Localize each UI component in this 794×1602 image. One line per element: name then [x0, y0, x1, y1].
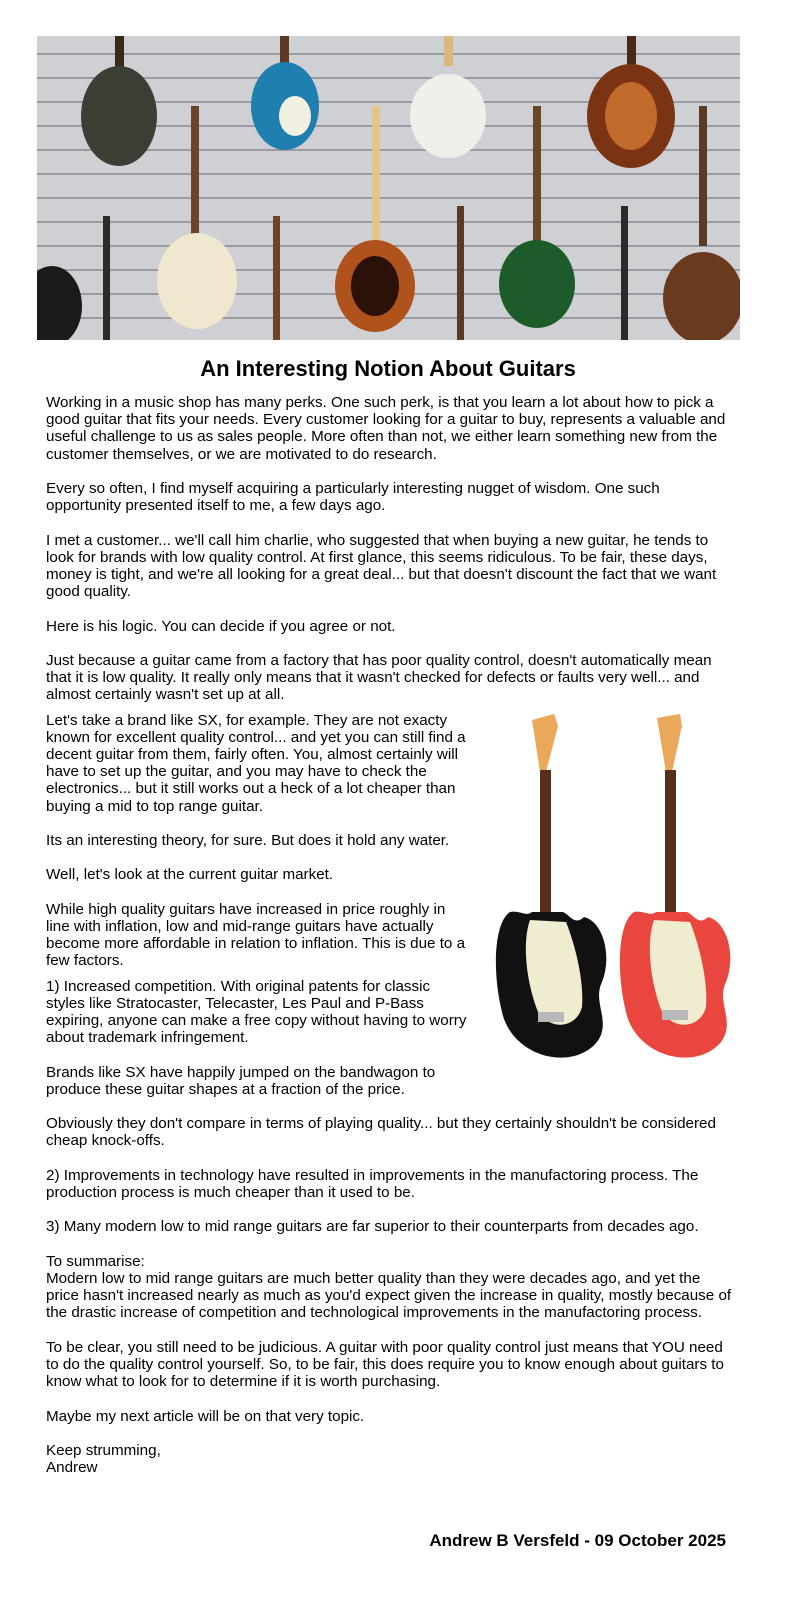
paragraph: To summarise: Modern low to mid range guitars are much better quality than they were decades ago, and yet the price hasn't increased nearly as much as you'd expect given the increase in quality, mostly because of the drastic increase of competition and technological improvements in the manufactoring process.: [46, 1252, 732, 1322]
paragraph: Here is his logic. You can decide if you agree or not.: [46, 617, 396, 635]
article-title: An Interesting Notion About Guitars: [200, 356, 576, 381]
paragraph: I met a customer... we'll call him charlie, who suggested that when buying a new guitar, he tends to look for brands with low quality control. At first glance, this seems ridiculous. To be fair, these days, money is tight, and we're all looking for a great deal... but that doesn't discount the fact that we want good quality.: [46, 531, 717, 601]
side-image-two-guitars: [492, 712, 742, 1072]
paragraph: Just because a guitar came from a factory that has poor quality control, doesn't automatically mean that it is low quality. It really only means that it wasn't checked for defects or faults very well... and almost certainly wasn't set up at all.: [46, 651, 712, 704]
paragraph: Working in a music shop has many perks. One such perk, is that you learn a lot about how to pick a good guitar that fits your needs. Every customer looking for a guitar to buy, represents a valuable and useful challenge to us as sales people. More often than not, we either learn something new from the customer themselves, or we are motivated to do research.: [46, 394, 726, 463]
paragraph: 3) Many modern low to mid range guitars are far superior to their counterparts from decades ago.: [46, 1218, 699, 1236]
paragraph: To be clear, you still need to be judicious. A guitar with poor quality control just means that YOU need to do the quality control yourself. So, to be fair, this does require you to know enough about guitars to know what to look for to determine if it is worth purchasing.: [46, 1338, 724, 1391]
paragraph: Let's take a brand like SX, for example. They are not exacty known for excellent quality control... and yet you can still find a decent guitar from them, fairly often. You, almost certainly will have to set up the guitar, and you may have to check the electronics... but it still works out a heck of a lot cheaper than buying a mid to top range guitar.: [46, 711, 466, 815]
paragraph: Every so often, I find myself acquiring a particularly interesting nugget of wisdom. One such opportunity presented itself to me, a few days ago.: [46, 480, 660, 515]
paragraph: Maybe my next article will be on that very topic.: [46, 1407, 365, 1425]
sign-off: Keep strumming, Andrew: [46, 1441, 161, 1477]
article-body: [46, 394, 736, 1494]
paragraph: Its an interesting theory, for sure. But does it hold any water.: [46, 832, 450, 849]
paragraph: While high quality guitars have increased in price roughly in line with inflation, low and mid-range guitars have actually become more affordable in relation to inflation. This is due to a few factors.: [46, 900, 466, 970]
hero-image-guitar-wall: [37, 36, 740, 340]
paragraph: Well, let's look at the current guitar market.: [46, 866, 334, 884]
paragraph: Obviously they don't compare in terms of playing quality... but they certainly shouldn't be considered cheap knock-offs.: [46, 1115, 716, 1150]
paragraph: 1) Increased competition. With original patents for classic styles like Stratocaster, Telecaster, Les Paul and P-Bass expiring, anyone can make a free copy without having to worry about trademark infringement.: [46, 977, 467, 1047]
paragraph: Brands like SX have happily jumped on the bandwagon to produce these guitar shapes at a fraction of the price.: [46, 1063, 436, 1098]
paragraph: 2) Improvements in technology have resulted in improvements in the manufactoring process. The production process is much cheaper than it used to be.: [46, 1166, 699, 1201]
byline: Andrew B Versfeld - 09 October 2025: [429, 1531, 726, 1550]
